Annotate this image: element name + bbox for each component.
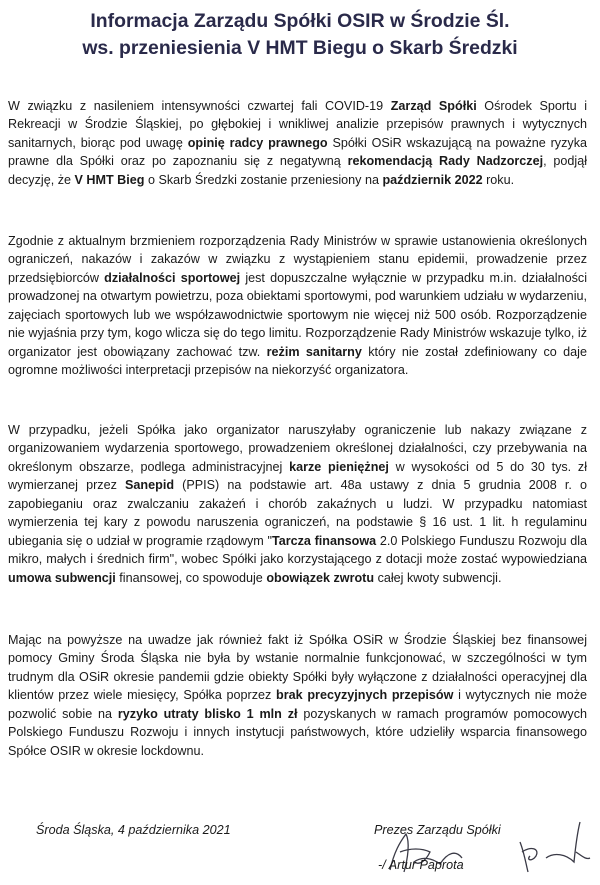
- p2-bold: reżim sanitarny: [266, 344, 362, 359]
- p2-text: Zgodnie z aktualnym brzmieniem rozporządzenia Rady Ministrów w sprawie ustanowienia określonych ograniczeń, nakazów i zakazów w związku z wystąpieniem stanu epidemii, prowadzenie przez przedsiębiorców: [8, 234, 587, 285]
- title-line-2: ws. przeniesienia V HMT Biegu o Skarb Średzki: [82, 37, 518, 59]
- p3-text: W przypadku, jeżeli Spółka jako organizator naruszyłaby ograniczenie lub nakazy związane z organizowaniem wydarzenia sportowego, prowadzeniem określonej działalności, czy przebywania na określonym obszarze, podlega administracyjnej: [8, 423, 587, 474]
- paragraph-4: [8, 631, 587, 760]
- p4-bold: brak precyzyjnych przepisów: [276, 688, 454, 703]
- p3-text: (PPIS) na podstawie art. 48a ustawy z dnia 5 grudnia 2008 r. o zapobieganiu oraz zwalczaniu zakażeń i chorób zakaźnych u ludzi. W przypadku natomiast wymierzenia tej kary z powodu naruszenia ograniczeń, na podstawie § 16 ust. 1 lit. h regulaminu ubiegania się o udział w programie rządowym ": [8, 478, 587, 548]
- p1-bold: rekomendacją Rady Nadzorczej: [347, 154, 544, 169]
- p2-text: który nie został zdefiniowany co daje ogromne możliwości interpretacji przepisów na niekorzyść organizatora.: [8, 344, 587, 378]
- p1-text: W związku z nasileniem intensywności czwartej fali COVID-19: [8, 99, 391, 113]
- p1-bold: V HMT Bieg: [74, 172, 145, 187]
- p1-bold: październik 2022: [382, 172, 483, 187]
- p3-bold: umowa subwencji: [8, 570, 116, 585]
- p4-bold: ryzyko utraty blisko 1 mln zł: [117, 706, 298, 721]
- p2-bold: działalności sportowej: [104, 270, 241, 285]
- p3-text: 2.0 Polskiego Funduszu Rozwoju dla mikro, małych i średnich firm", wobec Spółki jako korzystającego z dotacji może zostać wypowiedziana: [8, 533, 587, 567]
- p3-bold: obowiązek zwrotu: [266, 570, 375, 585]
- document-title: [0, 8, 600, 62]
- p2-text: jest dopuszczalne wyłącznie w przypadku m.in. działalności prowadzonej na otwartym powietrzu, poza obiektami sportowymi, pod warunkiem udziału w wydarzeniu, zajęciach sportowych lub we współzawodnictwie sportowym nie więcej niż 500 osób. Rozporządzenie nie wyjaśnia przy tym, kogo wlicza się do tego limitu. Rozporządzenie Rady Ministrów wskazuje tylko, iż organizator jest obowiązany zachować tzw.: [8, 270, 587, 359]
- p4-text: pozyskanych w ramach programów pomocowych Polskiego Funduszu Rozwoju i innych instytucji państwowych, które udzieliły wsparcia finansowego Spółce OSIR w okresie lockdownu.: [8, 706, 588, 758]
- p1-bold: opinię radcy prawnego: [187, 135, 328, 150]
- paragraph-3: [8, 421, 587, 587]
- p4-text: Mając na powyższe na uwadze jak również fakt iż Spółka OSiR w Środzie Śląskiej bez finansowej pomocy Gminy Środa Śląska nie była by wstanie normalnie funkcjonować, w szczególności w tym trudnym dla OSiR okresie pandemii gdzie obiekty Spółki były wyłączone z działalności operacyjnej dla klientów przez wiele miesięcy, Spółka poprzez: [8, 633, 587, 703]
- place-and-date: Środa Śląska, 4 października 2021: [36, 823, 231, 837]
- p1-bold: Zarząd Spółki: [390, 99, 477, 113]
- p1-text: roku.: [482, 172, 515, 187]
- p4-text: i wytycznych nie może pozwolić sobie na: [8, 688, 587, 721]
- p3-bold: Tarcza finansowa: [271, 533, 377, 548]
- title-line-1: Informacja Zarządu Spółki OSIR w Środzie Śl.: [90, 10, 510, 32]
- p3-text: w wysokości od 5 do 30 tys. zł wymierzanej przez: [8, 459, 588, 493]
- p1-text: , podjął decyzję, że: [8, 154, 587, 187]
- signatory-role: Prezes Zarządu Spółki: [374, 823, 501, 837]
- p1-text: Ośrodek Sportu i Rekreacji w Środzie Śląskiej, po głębokiej i wnikliwej analizie przepisów prawnych i wytycznych sanitarnych, biorąc pod uwagę: [8, 99, 587, 150]
- signatory-name: -/ Artur Paprota: [378, 858, 464, 872]
- p3-text: finansowej, co spowoduje: [115, 570, 267, 585]
- p1-text: Spółki OSiR wskazującą na poważne ryzyka prawne dla Spółki oraz po zapoznaniu się z negatywną: [8, 135, 587, 169]
- p3-text: całej kwoty subwencji.: [374, 570, 502, 585]
- p3-bold: Sanepid: [125, 478, 175, 493]
- paragraph-1: [8, 97, 587, 189]
- p3-bold: karze pieniężnej: [289, 459, 389, 474]
- paragraph-2: [8, 232, 587, 380]
- p1-text: o Skarb Średzki zostanie przeniesiony na: [144, 172, 383, 187]
